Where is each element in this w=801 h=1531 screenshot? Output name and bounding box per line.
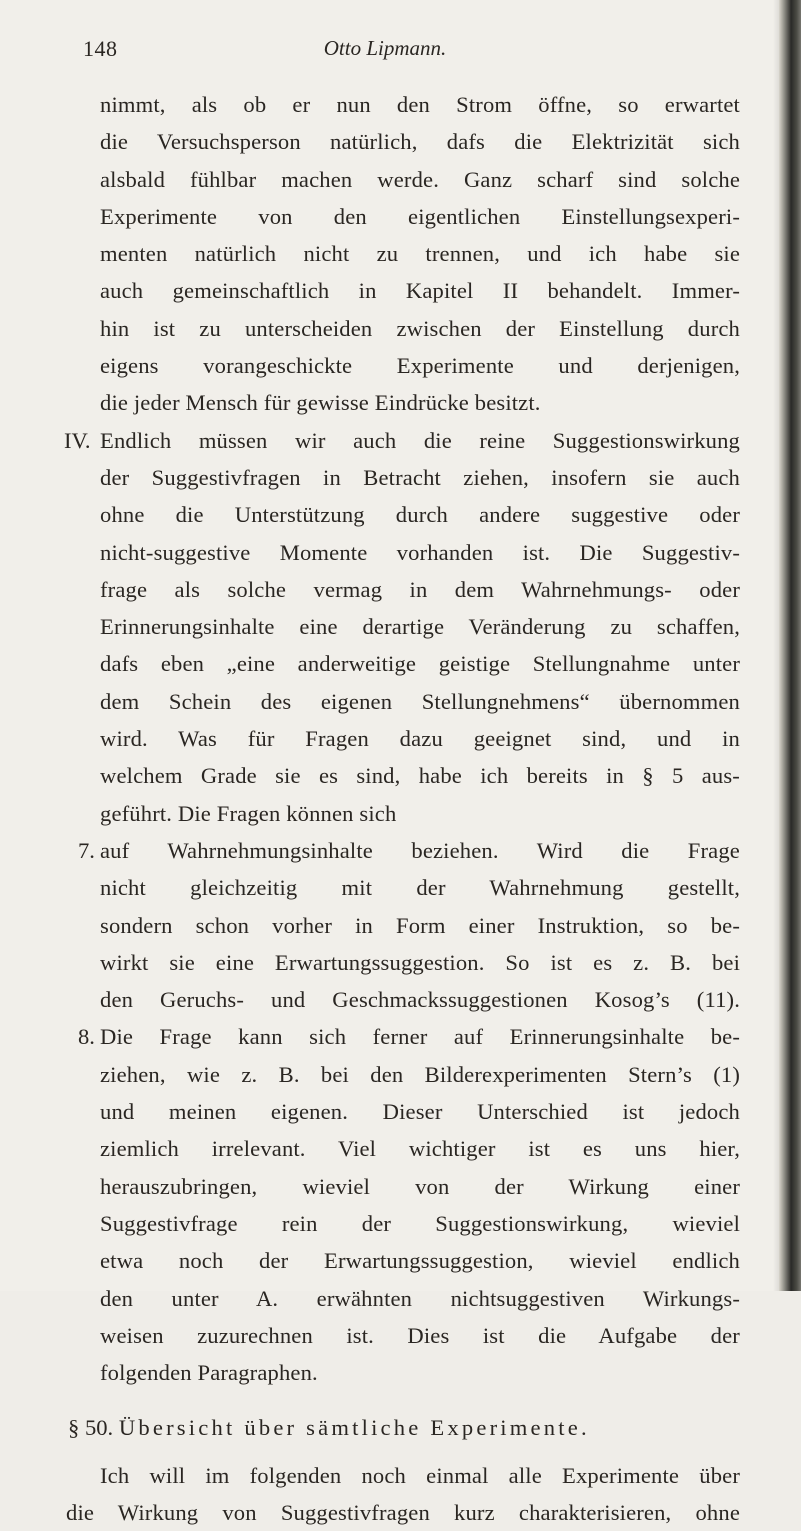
text-line: welchem Grade sie es sind, habe ich bereits in § 5 aus- <box>100 763 740 789</box>
item-marker: 7. <box>78 837 95 863</box>
text-line: sondern schon vorher in Form einer Instruktion, so be- <box>100 912 740 938</box>
text-line: eigens vorangeschickte Experimente und derjenigen, <box>100 353 740 379</box>
book-binding-edge <box>779 0 801 1291</box>
text-line: herauszubringen, wieviel von der Wirkung einer <box>100 1173 740 1199</box>
page-number: 148 <box>83 36 118 61</box>
text-line: und meinen eigenen. Dieser Unterschied ist jedoch <box>100 1099 740 1125</box>
section-iv <box>64 422 740 832</box>
text-line: Experimente von den eigentlichen Einstellungsexperi- <box>100 203 740 229</box>
item-8 <box>78 1018 740 1391</box>
text-line: wirkt sie eine Erwartungssuggestion. So ist es z. B. bei <box>100 949 740 975</box>
text-line: den Geruchs- und Geschmackssuggestionen Kosog’s (11). <box>100 987 740 1013</box>
text-line: Ich will im folgenden noch einmal alle Experimente über <box>100 1462 740 1488</box>
text-line: auf Wahrnehmungsinhalte beziehen. Wird die Frage <box>100 837 740 863</box>
text-line: dem Schein des eigenen Stellungnehmens“ übernommen <box>100 688 740 714</box>
text-line: weisen zuzurechnen ist. Dies ist die Aufgabe der <box>100 1322 740 1348</box>
running-head: Otto Lipmann. <box>323 36 447 60</box>
section-marker: IV. <box>64 427 91 453</box>
text-line: der Suggestivfragen in Betracht ziehen, insofern sie auch <box>100 464 740 490</box>
text-line: ziehen, wie z. B. bei den Bilderexperimenten Stern’s (1) <box>100 1061 740 1087</box>
text-line: Suggestivfrage rein der Suggestionswirkung, wieviel <box>100 1210 740 1236</box>
paragraph-final <box>66 1457 740 1531</box>
text-line: frage als solche vermag in dem Wahrnehmungs- oder <box>100 576 740 602</box>
text-line: nicht gleichzeitig mit der Wahrnehmung gestellt, <box>100 875 740 901</box>
text-line: nicht-suggestive Momente vorhanden ist. Die Suggestiv- <box>100 539 740 565</box>
text-line: folgenden Paragraphen. <box>100 1360 318 1386</box>
text-line: ohne die Unterstützung durch andere suggestive oder <box>100 502 740 528</box>
page-header <box>0 36 770 66</box>
text-line: ziemlich irrelevant. Viel wichtiger ist es uns hier, <box>100 1136 740 1162</box>
item-marker: 8. <box>78 1024 95 1050</box>
text-line: Erinnerungsinhalte eine derartige Veränderung zu schaffen, <box>100 614 740 640</box>
section-heading <box>68 1409 740 1446</box>
text-line: hin ist zu unterscheiden zwischen der Einstellung durch <box>100 315 740 341</box>
section-title: Übersicht über sämtliche Experimente. <box>118 1415 590 1441</box>
text-line: dafs eben „eine anderweitige geistige Stellungnahme unter <box>100 651 740 677</box>
text-line: die jeder Mensch für gewisse Eindrücke besitzt. <box>100 390 541 416</box>
text-line: die Wirkung von Suggestivfragen kurz charakterisieren, ohne <box>66 1499 740 1525</box>
text-line: die Versuchsperson natürlich, dafs die Elektrizität sich <box>100 129 740 155</box>
spacer <box>100 1447 740 1457</box>
paragraph-continuation <box>100 86 740 422</box>
text-line: den unter A. erwähnten nichtsuggestiven Wirkungs- <box>100 1285 740 1311</box>
item-7 <box>78 832 740 1018</box>
text-line: auch gemeinschaftlich in Kapitel II behandelt. Immer- <box>100 278 740 304</box>
text-line: geführt. Die Fragen können sich <box>100 800 397 826</box>
text-line: wird. Was für Fragen dazu geeignet sind, und in <box>100 726 740 752</box>
text-line: Die Frage kann sich ferner auf Erinnerungsinhalte be- <box>100 1024 740 1050</box>
text-line: Endlich müssen wir auch die reine Suggestionswirkung <box>100 427 740 453</box>
text-line: etwa noch der Erwartungssuggestion, wieviel endlich <box>100 1248 740 1274</box>
text-line: nimmt, als ob er nun den Strom öffne, so erwartet <box>100 92 740 117</box>
section-number: § 50. <box>68 1415 114 1441</box>
text-line: alsbald fühlbar machen werde. Ganz scharf sind solche <box>100 166 740 192</box>
body-text <box>64 86 740 1531</box>
text-line: menten natürlich nicht zu trennen, und ich habe sie <box>100 241 740 267</box>
